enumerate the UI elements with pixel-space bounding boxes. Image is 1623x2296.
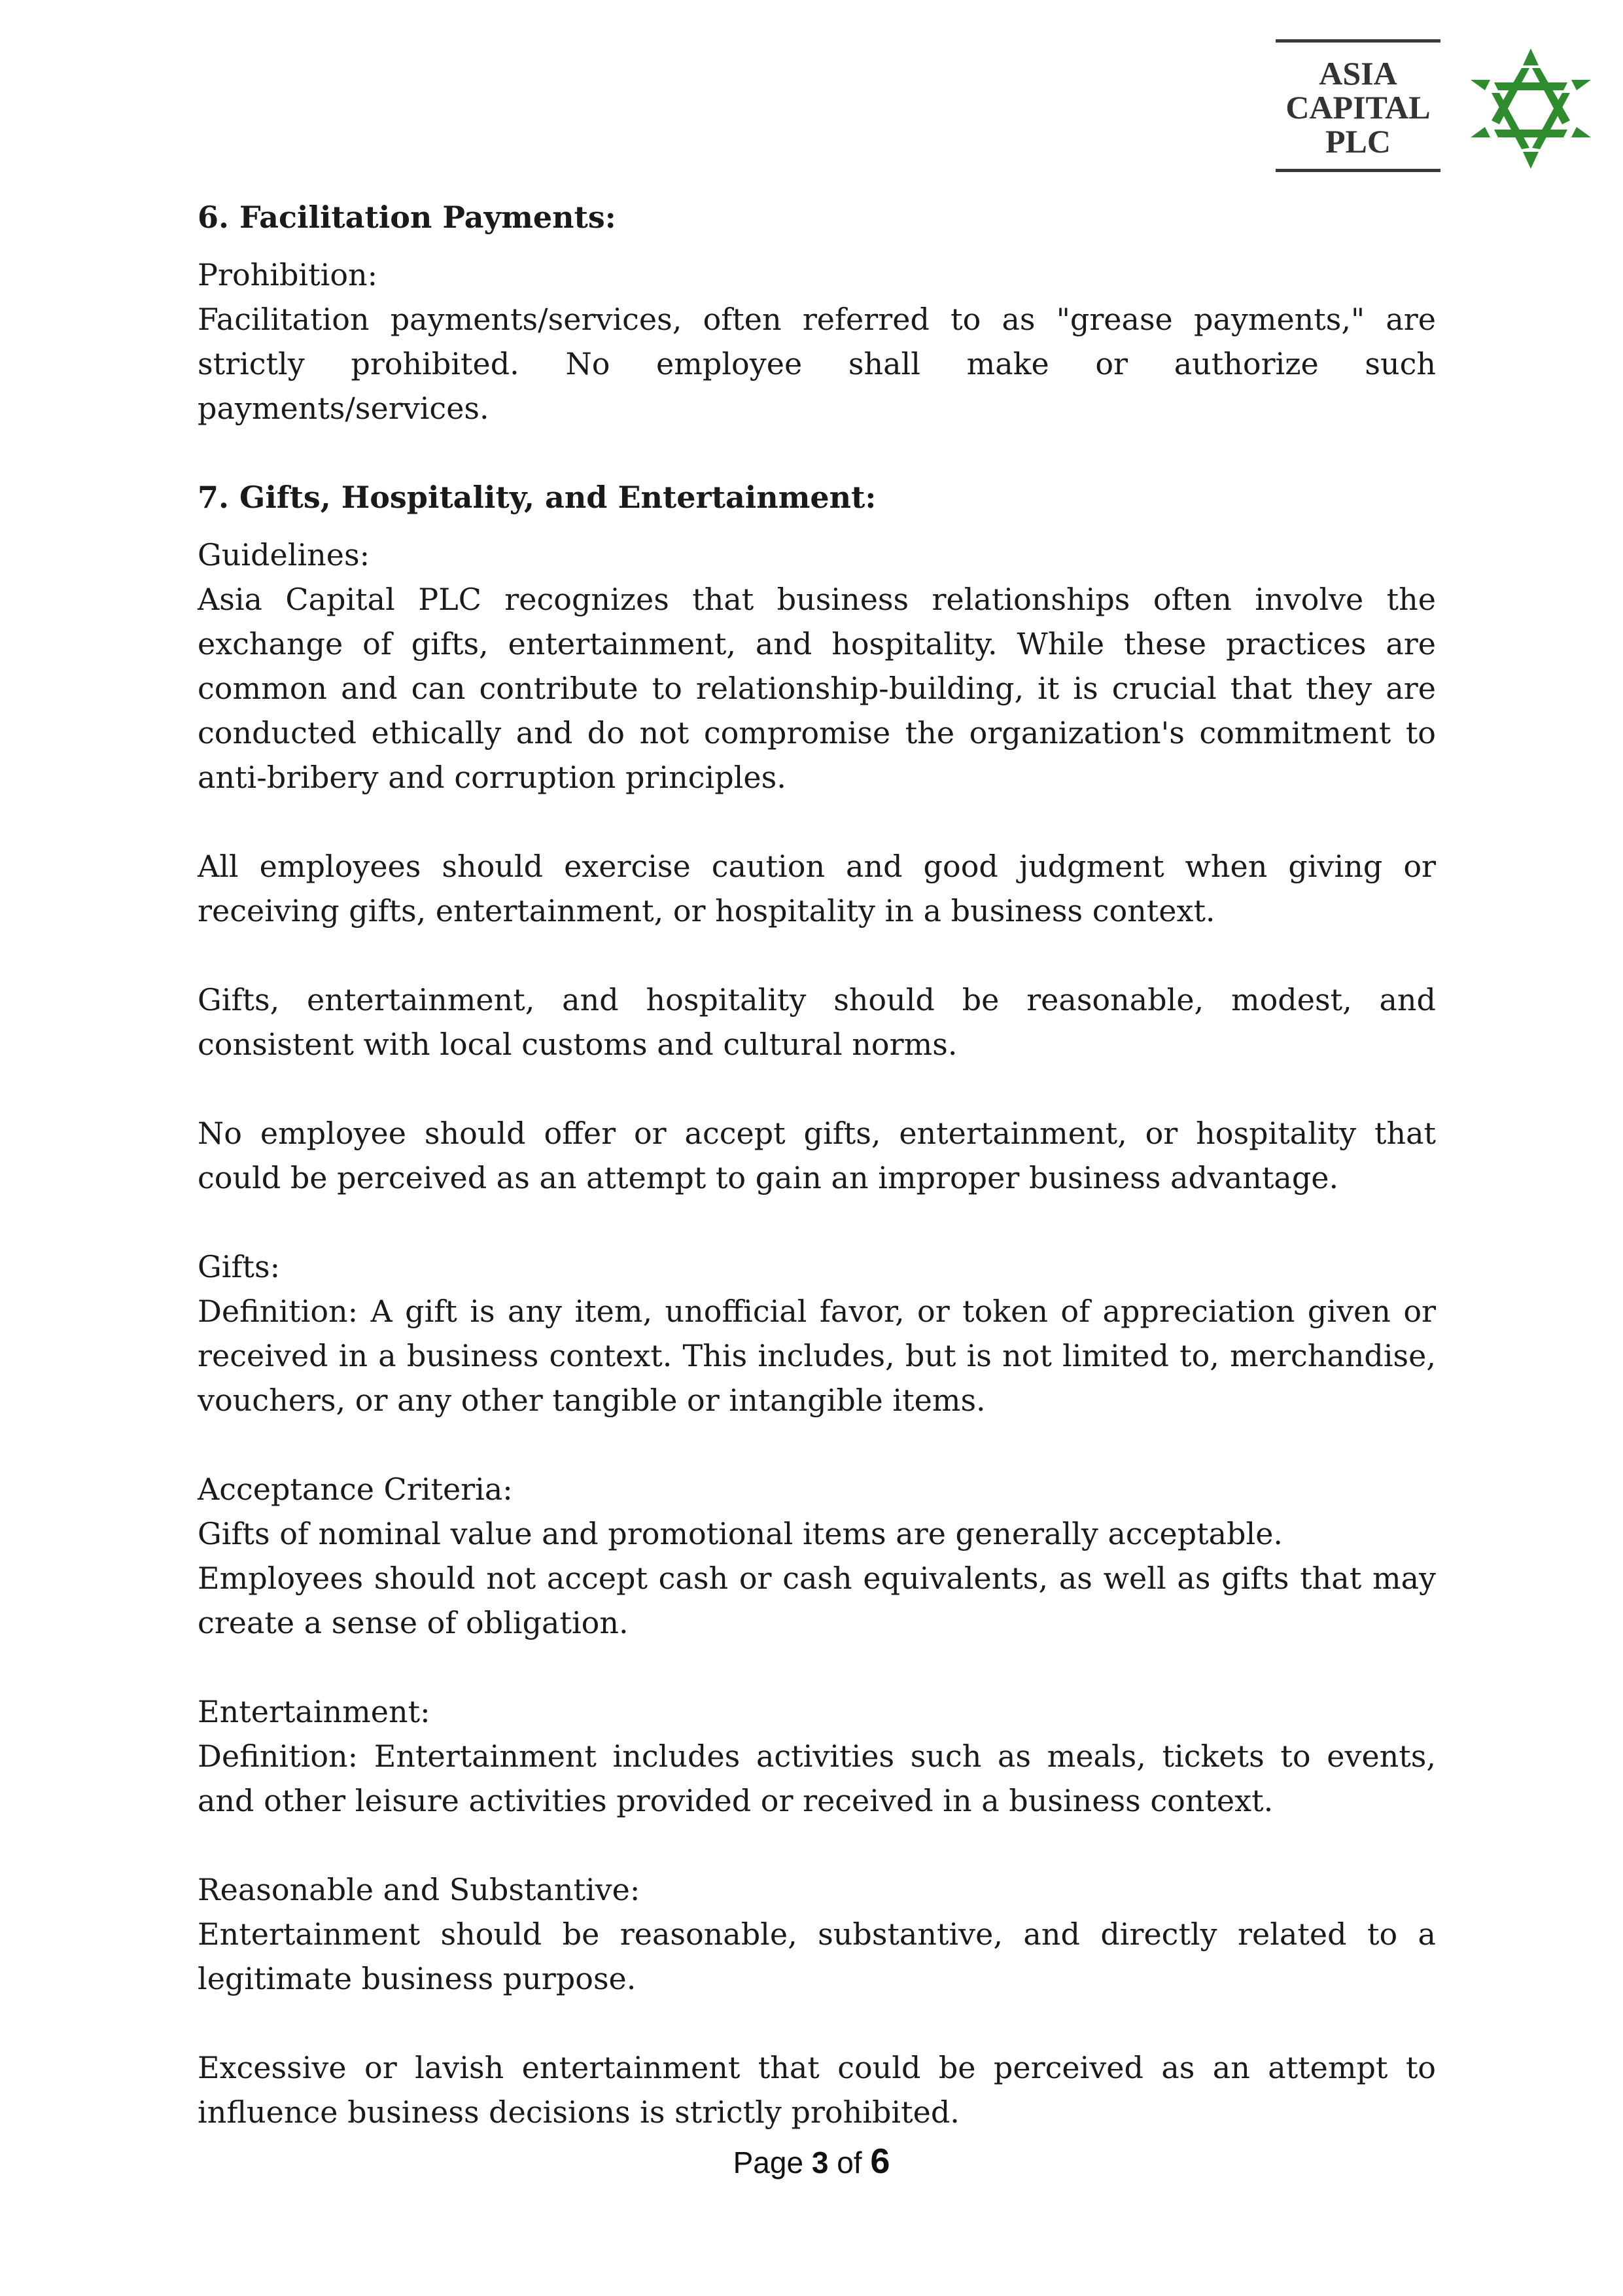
gifts-label: Gifts: <box>198 1249 281 1284</box>
section-6-heading: 6. Facilitation Payments: <box>198 200 616 235</box>
document-body <box>198 195 1436 2134</box>
spacer <box>198 431 1436 475</box>
logo-line-2: CAPITAL <box>1285 89 1431 126</box>
section-6-subhead: Prohibition: <box>198 257 378 292</box>
spacer <box>198 933 1436 978</box>
logo-bottom-rule <box>1276 169 1440 172</box>
spacer <box>198 2001 1436 2045</box>
section-7-heading: 7. Gifts, Hospitality, and Entertainment: <box>198 480 877 515</box>
company-logo <box>1276 39 1603 180</box>
spacer <box>198 1067 1436 1111</box>
current-page-number: 3 <box>811 2146 829 2180</box>
guidelines-body: Asia Capital PLC recognizes that business relationships often involve the exchange of gifts, entertainment, and hospitality. While these practices are common and can contribute to relationship-building, it is crucial that they are conducted ethically and do not compromise the organization's commitment to anti-bribery and corruption principles. <box>198 582 1436 795</box>
of-word: of <box>837 2146 862 2180</box>
section-6-body: Facilitation payments/services, often referred to as "grease payments," are strictly prohibited. No employee shall make or authorize such payments/services. <box>198 302 1436 426</box>
acceptance-item-1: Gifts of nominal value and promotional items are generally acceptable. <box>198 1516 1283 1551</box>
acceptance-item-2: Employees should not accept cash or cash equivalents, as well as gifts that may create a sense of obligation. <box>198 1561 1436 1640</box>
logo-wordmark <box>1276 39 1442 173</box>
page-word: Page <box>733 2146 804 2180</box>
gifts-definition: Definition: A gift is any item, unofficial favor, or token of appreciation given or received in a business context. This includes, but is not limited to, merchandise, vouchers, or any other tangible or intangible items. <box>198 1294 1436 1418</box>
six-pointed-star-icon <box>1465 43 1596 174</box>
page-footer <box>0 2141 1623 2181</box>
entertainment-definition: Definition: Entertainment includes activities such as meals, tickets to events, and other leisure activities provided or received in a business context. <box>198 1739 1436 1818</box>
caution-paragraph: All employees should exercise caution and good judgment when giving or receiving gifts, entertainment, or hospitality in a business context. <box>198 849 1436 928</box>
spacer <box>198 1823 1436 1867</box>
guidelines-label: Guidelines: <box>198 537 370 573</box>
total-page-count: 6 <box>870 2142 890 2181</box>
excessive-paragraph: Excessive or lavish entertainment that could be perceived as an attempt to influence business decisions is strictly prohibited. <box>198 2050 1436 2130</box>
spacer <box>198 800 1436 844</box>
acceptance-label: Acceptance Criteria: <box>198 1472 513 1507</box>
no-offer-paragraph: No employee should offer or accept gifts, entertainment, or hospitality that could be perceived as an attempt to gain an improper business advantage. <box>198 1116 1436 1195</box>
substantive-label: Reasonable and Substantive: <box>198 1872 640 1907</box>
spacer <box>198 1645 1436 1689</box>
logo-top-rule <box>1276 39 1440 43</box>
logo-line-3: PLC <box>1325 123 1391 160</box>
spacer <box>198 1422 1436 1467</box>
spacer <box>198 1200 1436 1245</box>
reasonable-paragraph: Gifts, entertainment, and hospitality should be reasonable, modest, and consistent with local customs and cultural norms. <box>198 982 1436 1062</box>
substantive-body: Entertainment should be reasonable, substantive, and directly related to a legitimate business purpose. <box>198 1916 1436 1996</box>
logo-line-1: ASIA <box>1319 55 1397 92</box>
entertainment-label: Entertainment: <box>198 1694 430 1729</box>
